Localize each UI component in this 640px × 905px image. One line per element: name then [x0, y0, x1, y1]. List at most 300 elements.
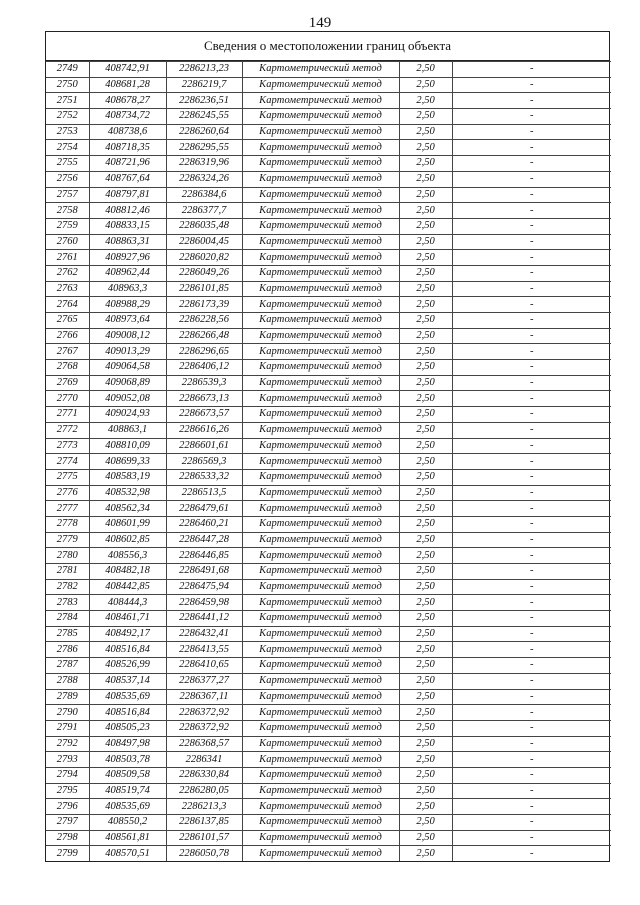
accuracy-cell: 2,50 [399, 297, 452, 313]
point-number-cell: 2751 [46, 93, 89, 109]
y-coordinate-cell: 2286324,26 [166, 171, 242, 187]
y-coordinate-cell: 2286219,7 [166, 77, 242, 93]
method-cell: Картометрический метод [242, 375, 399, 391]
point-number-cell: 2792 [46, 736, 89, 752]
description-cell: - [452, 344, 611, 360]
point-number-cell: 2772 [46, 422, 89, 438]
x-coordinate-cell: 408503,78 [89, 752, 166, 768]
description-cell: - [452, 767, 611, 783]
x-coordinate-cell: 408535,69 [89, 689, 166, 705]
point-number-cell: 2795 [46, 783, 89, 799]
table-row [46, 564, 611, 580]
point-number-cell: 2775 [46, 469, 89, 485]
method-cell: Картометрический метод [242, 642, 399, 658]
accuracy-cell: 2,50 [399, 705, 452, 721]
point-number-cell: 2798 [46, 830, 89, 846]
description-cell: - [452, 203, 611, 219]
accuracy-cell: 2,50 [399, 469, 452, 485]
point-number-cell: 2782 [46, 579, 89, 595]
accuracy-cell: 2,50 [399, 313, 452, 329]
method-cell: Картометрический метод [242, 689, 399, 705]
accuracy-cell: 2,50 [399, 658, 452, 674]
table-row [46, 344, 611, 360]
description-cell: - [452, 407, 611, 423]
description-cell: - [452, 375, 611, 391]
y-coordinate-cell: 2286330,84 [166, 767, 242, 783]
accuracy-cell: 2,50 [399, 171, 452, 187]
table-row [46, 203, 611, 219]
x-coordinate-cell: 408532,98 [89, 485, 166, 501]
y-coordinate-cell: 2286260,64 [166, 124, 242, 140]
x-coordinate-cell: 408550,2 [89, 815, 166, 831]
method-cell: Картометрический метод [242, 579, 399, 595]
method-cell: Картометрический метод [242, 77, 399, 93]
table-row [46, 736, 611, 752]
table-row [46, 77, 611, 93]
table-row [46, 422, 611, 438]
accuracy-cell: 2,50 [399, 783, 452, 799]
x-coordinate-cell: 408738,6 [89, 124, 166, 140]
description-cell: - [452, 265, 611, 281]
y-coordinate-cell: 2286319,96 [166, 156, 242, 172]
point-number-cell: 2754 [46, 140, 89, 156]
accuracy-cell: 2,50 [399, 846, 452, 861]
point-number-cell: 2749 [46, 62, 89, 78]
method-cell: Картометрический метод [242, 344, 399, 360]
point-number-cell: 2770 [46, 391, 89, 407]
x-coordinate-cell: 408797,81 [89, 187, 166, 203]
point-number-cell: 2787 [46, 658, 89, 674]
method-cell: Картометрический метод [242, 658, 399, 674]
x-coordinate-cell: 409013,29 [89, 344, 166, 360]
accuracy-cell: 2,50 [399, 218, 452, 234]
point-number-cell: 2789 [46, 689, 89, 705]
table-row [46, 720, 611, 736]
accuracy-cell: 2,50 [399, 736, 452, 752]
description-cell: - [452, 564, 611, 580]
x-coordinate-cell: 408537,14 [89, 673, 166, 689]
method-cell: Картометрический метод [242, 328, 399, 344]
table-row [46, 313, 611, 329]
point-number-cell: 2781 [46, 564, 89, 580]
description-cell: - [452, 579, 611, 595]
y-coordinate-cell: 2286050,78 [166, 846, 242, 861]
y-coordinate-cell: 2286459,98 [166, 595, 242, 611]
y-coordinate-cell: 2286533,32 [166, 469, 242, 485]
method-cell: Картометрический метод [242, 799, 399, 815]
description-cell: - [452, 642, 611, 658]
x-coordinate-cell: 408442,85 [89, 579, 166, 595]
method-cell: Картометрический метод [242, 234, 399, 250]
point-number-cell: 2780 [46, 548, 89, 564]
description-cell: - [452, 234, 611, 250]
description-cell: - [452, 328, 611, 344]
accuracy-cell: 2,50 [399, 548, 452, 564]
x-coordinate-cell: 409008,12 [89, 328, 166, 344]
x-coordinate-cell: 408718,35 [89, 140, 166, 156]
method-cell: Картометрический метод [242, 564, 399, 580]
description-cell: - [452, 438, 611, 454]
description-cell: - [452, 140, 611, 156]
method-cell: Картометрический метод [242, 611, 399, 627]
description-cell: - [452, 218, 611, 234]
method-cell: Картометрический метод [242, 626, 399, 642]
accuracy-cell: 2,50 [399, 626, 452, 642]
method-cell: Картометрический метод [242, 815, 399, 831]
method-cell: Картометрический метод [242, 109, 399, 125]
point-number-cell: 2774 [46, 454, 89, 470]
accuracy-cell: 2,50 [399, 485, 452, 501]
method-cell: Картометрический метод [242, 250, 399, 266]
table-row [46, 124, 611, 140]
x-coordinate-cell: 408562,34 [89, 501, 166, 517]
description-cell: - [452, 250, 611, 266]
description-cell: - [452, 171, 611, 187]
y-coordinate-cell: 2286413,55 [166, 642, 242, 658]
method-cell: Картометрический метод [242, 124, 399, 140]
description-cell: - [452, 799, 611, 815]
point-number-cell: 2758 [46, 203, 89, 219]
point-number-cell: 2773 [46, 438, 89, 454]
x-coordinate-cell: 408812,46 [89, 203, 166, 219]
accuracy-cell: 2,50 [399, 187, 452, 203]
method-cell: Картометрический метод [242, 720, 399, 736]
accuracy-cell: 2,50 [399, 815, 452, 831]
x-coordinate-cell: 408570,51 [89, 846, 166, 861]
table-row [46, 438, 611, 454]
description-cell: - [452, 611, 611, 627]
point-number-cell: 2784 [46, 611, 89, 627]
accuracy-cell: 2,50 [399, 109, 452, 125]
method-cell: Картометрический метод [242, 313, 399, 329]
accuracy-cell: 2,50 [399, 532, 452, 548]
x-coordinate-cell: 408461,71 [89, 611, 166, 627]
accuracy-cell: 2,50 [399, 830, 452, 846]
method-cell: Картометрический метод [242, 705, 399, 721]
description-cell: - [452, 501, 611, 517]
point-number-cell: 2763 [46, 281, 89, 297]
description-cell: - [452, 469, 611, 485]
point-number-cell: 2785 [46, 626, 89, 642]
description-cell: - [452, 187, 611, 203]
accuracy-cell: 2,50 [399, 391, 452, 407]
method-cell: Картометрический метод [242, 469, 399, 485]
table-row [46, 752, 611, 768]
description-cell: - [452, 548, 611, 564]
table-row [46, 642, 611, 658]
x-coordinate-cell: 408516,84 [89, 705, 166, 721]
y-coordinate-cell: 2286296,65 [166, 344, 242, 360]
method-cell: Картометрический метод [242, 673, 399, 689]
point-number-cell: 2766 [46, 328, 89, 344]
table-row [46, 705, 611, 721]
method-cell: Картометрический метод [242, 485, 399, 501]
point-number-cell: 2755 [46, 156, 89, 172]
accuracy-cell: 2,50 [399, 407, 452, 423]
x-coordinate-cell: 408482,18 [89, 564, 166, 580]
method-cell: Картометрический метод [242, 767, 399, 783]
y-coordinate-cell: 2286432,41 [166, 626, 242, 642]
description-cell: - [452, 689, 611, 705]
x-coordinate-cell: 409064,58 [89, 360, 166, 376]
x-coordinate-cell: 408927,96 [89, 250, 166, 266]
x-coordinate-cell: 408526,99 [89, 658, 166, 674]
table-row [46, 250, 611, 266]
y-coordinate-cell: 2286295,55 [166, 140, 242, 156]
x-coordinate-cell: 408519,74 [89, 783, 166, 799]
method-cell: Картометрический метод [242, 532, 399, 548]
point-number-cell: 2756 [46, 171, 89, 187]
point-number-cell: 2762 [46, 265, 89, 281]
method-cell: Картометрический метод [242, 391, 399, 407]
y-coordinate-cell: 2286101,57 [166, 830, 242, 846]
description-cell: - [452, 532, 611, 548]
y-coordinate-cell: 2286569,3 [166, 454, 242, 470]
description-cell: - [452, 297, 611, 313]
x-coordinate-cell: 408509,58 [89, 767, 166, 783]
accuracy-cell: 2,50 [399, 328, 452, 344]
accuracy-cell: 2,50 [399, 422, 452, 438]
description-cell: - [452, 658, 611, 674]
table-row [46, 407, 611, 423]
description-cell: - [452, 830, 611, 846]
point-number-cell: 2765 [46, 313, 89, 329]
method-cell: Картометрический метод [242, 156, 399, 172]
description-cell: - [452, 705, 611, 721]
point-number-cell: 2771 [46, 407, 89, 423]
accuracy-cell: 2,50 [399, 642, 452, 658]
y-coordinate-cell: 2286377,27 [166, 673, 242, 689]
x-coordinate-cell: 408833,15 [89, 218, 166, 234]
table-row [46, 799, 611, 815]
accuracy-cell: 2,50 [399, 265, 452, 281]
table-title: Сведения о местоположении границ объекта [46, 32, 609, 61]
accuracy-cell: 2,50 [399, 234, 452, 250]
point-number-cell: 2778 [46, 516, 89, 532]
y-coordinate-cell: 2286601,61 [166, 438, 242, 454]
point-number-cell: 2767 [46, 344, 89, 360]
point-number-cell: 2757 [46, 187, 89, 203]
x-coordinate-cell: 409024,93 [89, 407, 166, 423]
y-coordinate-cell: 2286491,68 [166, 564, 242, 580]
y-coordinate-cell: 2286377,7 [166, 203, 242, 219]
point-number-cell: 2788 [46, 673, 89, 689]
accuracy-cell: 2,50 [399, 611, 452, 627]
y-coordinate-cell: 2286228,56 [166, 313, 242, 329]
description-cell: - [452, 720, 611, 736]
method-cell: Картометрический метод [242, 297, 399, 313]
x-coordinate-cell: 408516,84 [89, 642, 166, 658]
description-cell: - [452, 156, 611, 172]
x-coordinate-cell: 408742,91 [89, 62, 166, 78]
table-row [46, 375, 611, 391]
accuracy-cell: 2,50 [399, 281, 452, 297]
description-cell: - [452, 109, 611, 125]
y-coordinate-cell: 2286245,55 [166, 109, 242, 125]
x-coordinate-cell: 408602,85 [89, 532, 166, 548]
method-cell: Картометрический метод [242, 454, 399, 470]
table-row [46, 548, 611, 564]
method-cell: Картометрический метод [242, 265, 399, 281]
x-coordinate-cell: 408973,64 [89, 313, 166, 329]
table-row [46, 658, 611, 674]
x-coordinate-cell: 408556,3 [89, 548, 166, 564]
x-coordinate-cell: 408497,98 [89, 736, 166, 752]
accuracy-cell: 2,50 [399, 454, 452, 470]
method-cell: Картометрический метод [242, 548, 399, 564]
y-coordinate-cell: 2286447,28 [166, 532, 242, 548]
y-coordinate-cell: 2286280,05 [166, 783, 242, 799]
y-coordinate-cell: 2286368,57 [166, 736, 242, 752]
point-number-cell: 2764 [46, 297, 89, 313]
description-cell: - [452, 391, 611, 407]
table-row [46, 391, 611, 407]
boundary-table-frame [45, 31, 610, 862]
table-row [46, 360, 611, 376]
table-row [46, 265, 611, 281]
point-number-cell: 2752 [46, 109, 89, 125]
description-cell: - [452, 62, 611, 78]
x-coordinate-cell: 408681,28 [89, 77, 166, 93]
y-coordinate-cell: 2286446,85 [166, 548, 242, 564]
y-coordinate-cell: 2286479,61 [166, 501, 242, 517]
accuracy-cell: 2,50 [399, 93, 452, 109]
method-cell: Картометрический метод [242, 281, 399, 297]
method-cell: Картометрический метод [242, 752, 399, 768]
table-row [46, 171, 611, 187]
table-row [46, 93, 611, 109]
table-row [46, 469, 611, 485]
y-coordinate-cell: 2286004,45 [166, 234, 242, 250]
table-row [46, 328, 611, 344]
method-cell: Картометрический метод [242, 140, 399, 156]
x-coordinate-cell: 408734,72 [89, 109, 166, 125]
accuracy-cell: 2,50 [399, 140, 452, 156]
x-coordinate-cell: 408810,09 [89, 438, 166, 454]
x-coordinate-cell: 408601,99 [89, 516, 166, 532]
table-row [46, 485, 611, 501]
point-number-cell: 2790 [46, 705, 89, 721]
y-coordinate-cell: 2286137,85 [166, 815, 242, 831]
table-row [46, 689, 611, 705]
x-coordinate-cell: 408492,17 [89, 626, 166, 642]
y-coordinate-cell: 2286236,51 [166, 93, 242, 109]
y-coordinate-cell: 2286049,26 [166, 265, 242, 281]
point-number-cell: 2768 [46, 360, 89, 376]
table-row [46, 109, 611, 125]
y-coordinate-cell: 2286372,92 [166, 705, 242, 721]
method-cell: Картометрический метод [242, 736, 399, 752]
table-row [46, 830, 611, 846]
x-coordinate-cell: 408678,27 [89, 93, 166, 109]
accuracy-cell: 2,50 [399, 124, 452, 140]
description-cell: - [452, 360, 611, 376]
point-number-cell: 2761 [46, 250, 89, 266]
y-coordinate-cell: 2286101,85 [166, 281, 242, 297]
accuracy-cell: 2,50 [399, 375, 452, 391]
point-number-cell: 2797 [46, 815, 89, 831]
method-cell: Картометрический метод [242, 407, 399, 423]
y-coordinate-cell: 2286406,12 [166, 360, 242, 376]
y-coordinate-cell: 2286460,21 [166, 516, 242, 532]
y-coordinate-cell: 2286384,6 [166, 187, 242, 203]
x-coordinate-cell: 408505,23 [89, 720, 166, 736]
description-cell: - [452, 673, 611, 689]
point-number-cell: 2799 [46, 846, 89, 861]
point-number-cell: 2753 [46, 124, 89, 140]
table-row [46, 579, 611, 595]
table-row [46, 532, 611, 548]
table-row [46, 501, 611, 517]
method-cell: Картометрический метод [242, 203, 399, 219]
coordinates-table [46, 61, 611, 861]
accuracy-cell: 2,50 [399, 501, 452, 517]
point-number-cell: 2777 [46, 501, 89, 517]
accuracy-cell: 2,50 [399, 767, 452, 783]
x-coordinate-cell: 408988,29 [89, 297, 166, 313]
y-coordinate-cell: 2286367,11 [166, 689, 242, 705]
table-row [46, 673, 611, 689]
description-cell: - [452, 815, 611, 831]
accuracy-cell: 2,50 [399, 673, 452, 689]
description-cell: - [452, 281, 611, 297]
x-coordinate-cell: 408699,33 [89, 454, 166, 470]
x-coordinate-cell: 408561,81 [89, 830, 166, 846]
accuracy-cell: 2,50 [399, 689, 452, 705]
description-cell: - [452, 752, 611, 768]
accuracy-cell: 2,50 [399, 595, 452, 611]
accuracy-cell: 2,50 [399, 438, 452, 454]
method-cell: Картометрический метод [242, 93, 399, 109]
y-coordinate-cell: 2286266,48 [166, 328, 242, 344]
point-number-cell: 2794 [46, 767, 89, 783]
table-row [46, 783, 611, 799]
method-cell: Картометрический метод [242, 501, 399, 517]
x-coordinate-cell: 408444,3 [89, 595, 166, 611]
x-coordinate-cell: 408962,44 [89, 265, 166, 281]
method-cell: Картометрический метод [242, 218, 399, 234]
accuracy-cell: 2,50 [399, 516, 452, 532]
y-coordinate-cell: 2286441,12 [166, 611, 242, 627]
table-row [46, 234, 611, 250]
description-cell: - [452, 626, 611, 642]
y-coordinate-cell: 2286539,3 [166, 375, 242, 391]
x-coordinate-cell: 408963,3 [89, 281, 166, 297]
table-row [46, 516, 611, 532]
y-coordinate-cell: 2286372,92 [166, 720, 242, 736]
table-row [46, 815, 611, 831]
x-coordinate-cell: 408767,64 [89, 171, 166, 187]
y-coordinate-cell: 2286475,94 [166, 579, 242, 595]
table-row [46, 187, 611, 203]
description-cell: - [452, 313, 611, 329]
table-row [46, 611, 611, 627]
x-coordinate-cell: 408535,69 [89, 799, 166, 815]
description-cell: - [452, 846, 611, 861]
y-coordinate-cell: 2286213,3 [166, 799, 242, 815]
x-coordinate-cell: 409052,08 [89, 391, 166, 407]
accuracy-cell: 2,50 [399, 752, 452, 768]
accuracy-cell: 2,50 [399, 564, 452, 580]
method-cell: Картометрический метод [242, 783, 399, 799]
method-cell: Картометрический метод [242, 187, 399, 203]
table-row [46, 62, 611, 78]
y-coordinate-cell: 2286410,65 [166, 658, 242, 674]
table-row [46, 626, 611, 642]
table-row [46, 156, 611, 172]
accuracy-cell: 2,50 [399, 344, 452, 360]
method-cell: Картометрический метод [242, 846, 399, 861]
